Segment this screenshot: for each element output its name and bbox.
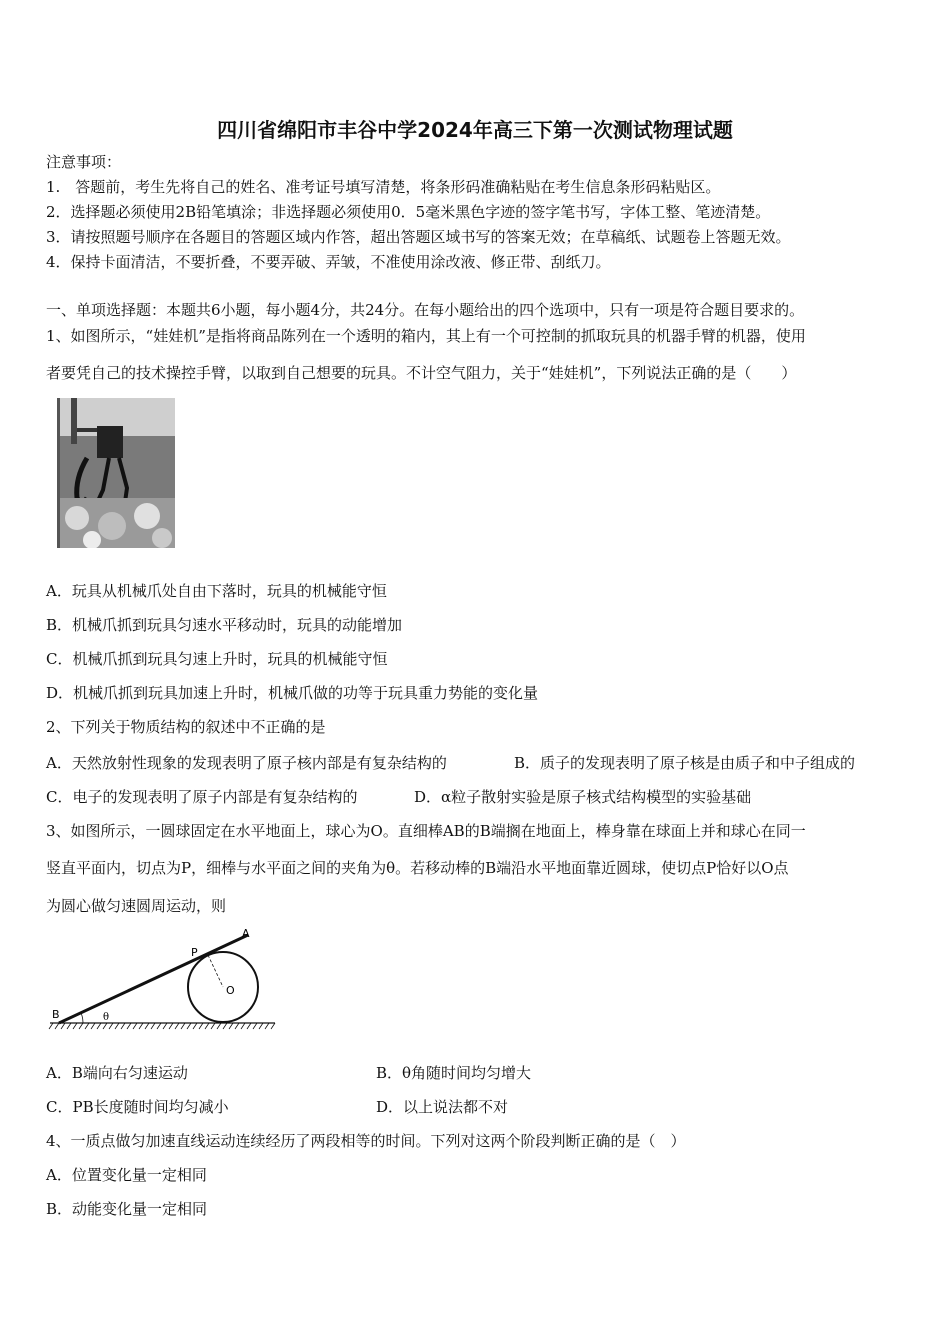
q1-stem-line1: 1、如图所示，“娃娃机”是指将商品陈列在一个透明的箱内，其上有一个可控制的抓取玩具的机器手臂的机器，使用 [46, 327, 806, 345]
label-p: P [191, 946, 198, 959]
label-a: A [242, 927, 250, 940]
q2-stem: 2、下列关于物质结构的叙述中不正确的是 [46, 718, 326, 736]
q2-option-b: B．质子的发现表明了原子核是由质子和中子组成的 [514, 754, 856, 772]
notice-item: 2．选择题必须使用2B铅笔填涂；非选择题必须使用0．5毫米黑色字迹的签字笔书写，字体工整、笔迹清楚。 [46, 203, 771, 221]
q1-stem-line2: 者要凭自己的技术操控手臂，以取到自己想要的玩具。不计空气阻力，关于“娃娃机”，下列说法正确的是（ ） [46, 364, 797, 382]
q1-option-a: A．玩具从机械爪处自由下落时，玩具的机械能守恒 [46, 582, 387, 600]
notice-item: 3．请按照题号顺序在各题目的答题区域内作答，超出答题区域书写的答案无效；在草稿纸、试题卷上答题无效。 [46, 228, 791, 246]
notice-item: 4．保持卡面清洁，不要折叠，不要弄破、弄皱，不准使用涂改液、修正带、刮纸刀。 [46, 253, 611, 271]
q3-stem-line2: 竖直平面内，切点为P，细棒与水平面之间的夹角为θ。若移动棒的B端沿水平地面靠近圆球，使切点P恰好以O点 [46, 859, 789, 877]
q4-option-b: B．动能变化量一定相同 [46, 1200, 208, 1218]
theta-arc [81, 1013, 83, 1023]
q3-stem-line3: 为圆心做匀速圆周运动，则 [46, 897, 227, 915]
q4-option-a: A．位置变化量一定相同 [46, 1166, 207, 1184]
label-theta: θ [103, 1012, 110, 1023]
section-heading: 一、单项选择题：本题共6小题，每小题4分，共24分。在每小题给出的四个选项中，只有一项是符合题目要求的。 [46, 301, 805, 319]
radius-op [208, 955, 223, 987]
label-b: B [52, 1008, 60, 1021]
q1-option-c: C．机械爪抓到玩具匀速上升时，玩具的机械能守恒 [46, 650, 388, 668]
q1-option-b: B．机械爪抓到玩具匀速水平移动时，玩具的动能增加 [46, 616, 403, 634]
notice-heading: 注意事项： [46, 153, 122, 171]
q3-option-a: A．B端向右匀速运动 [46, 1064, 188, 1082]
q3-option-d: D．以上说法都不对 [376, 1098, 509, 1116]
q4-stem: 4、一质点做匀加速直线运动连续经历了两段相等的时间。下列对这两个阶段判断正确的是（ ） [46, 1132, 686, 1150]
claw-machine-photo [57, 398, 175, 548]
page-title: 四川省绵阳市丰谷中学2024年高三下第一次测试物理试题 [217, 118, 733, 142]
q2-option-a: A．天然放射性现象的发现表明了原子核内部是有复杂结构的 [46, 754, 447, 772]
sphere-rod-diagram [45, 925, 280, 1035]
q1-option-d: D．机械爪抓到玩具加速上升时，机械爪做的功等于玩具重力势能的变化量 [46, 684, 539, 702]
q3-stem-line1: 3、如图所示，一圆球固定在水平地面上，球心为O。直细棒AB的B端搁在地面上，棒身靠在球面上并和球心在同一 [46, 822, 806, 840]
q3-option-c: C．PB长度随时间均匀减小 [46, 1098, 229, 1116]
ground-hatching [49, 1023, 275, 1029]
q2-option-d: D．α粒子散射实验是原子核式结构模型的实验基础 [414, 788, 752, 806]
q2-option-c: C．电子的发现表明了原子内部是有复杂结构的 [46, 788, 358, 806]
notice-item: 1. 答题前，考生先将自己的姓名、准考证号填写清楚，将条形码准确粘贴在考生信息条形码粘贴区。 [46, 178, 721, 196]
q3-option-b: B．θ角随时间均匀增大 [376, 1064, 532, 1082]
label-o: O [226, 984, 235, 997]
